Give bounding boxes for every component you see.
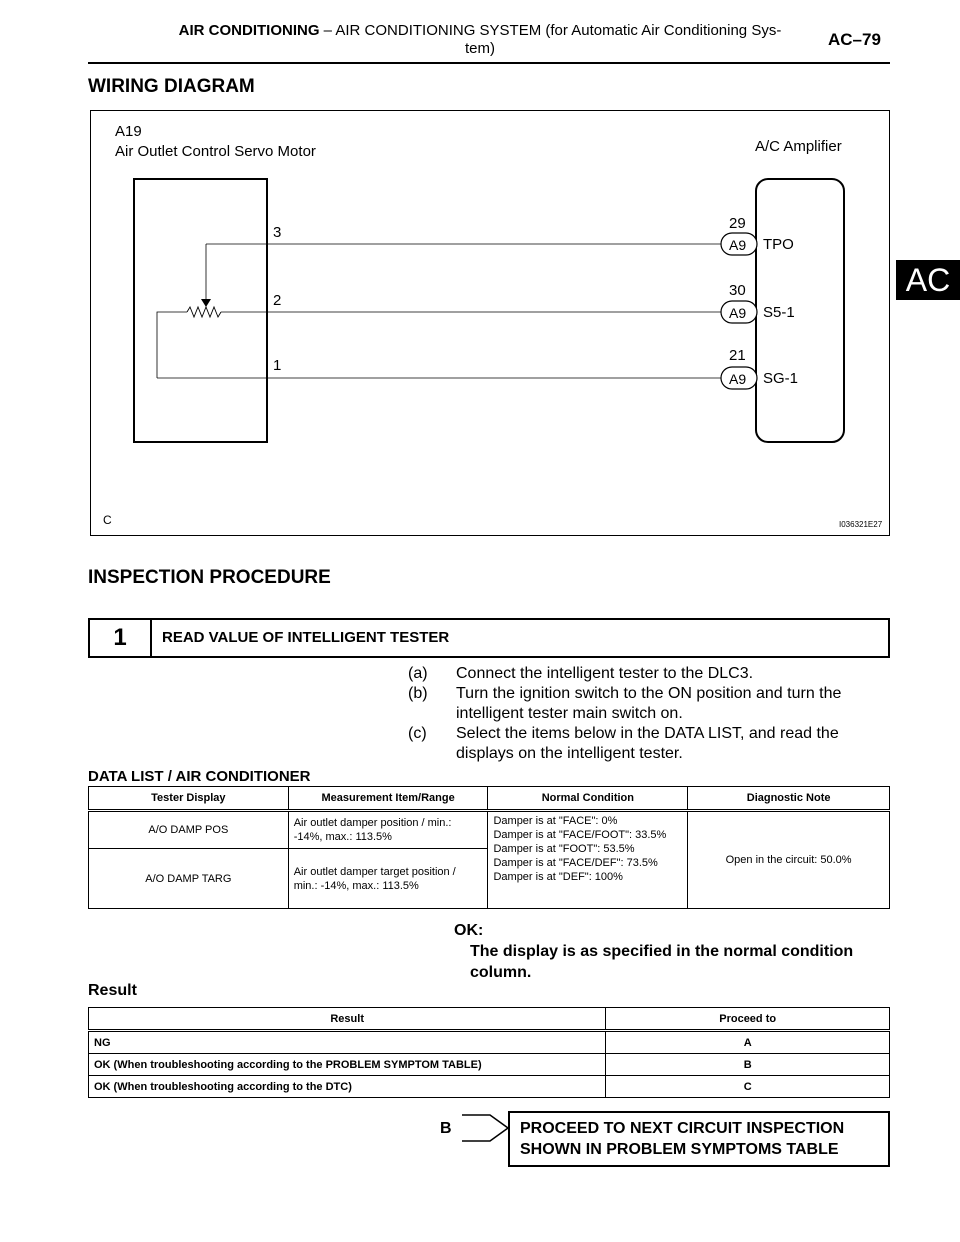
result-title: Result (88, 982, 137, 999)
header-result: Result (89, 1008, 606, 1031)
servo-motor-box (134, 179, 267, 442)
inspection-heading: INSPECTION PROCEDURE (88, 567, 331, 588)
wiring-diagram-heading: WIRING DIAGRAM (88, 76, 255, 97)
pin-29-label: 29 (729, 215, 746, 232)
connector-label-2: A9 (729, 305, 747, 321)
cell-normal-condition (488, 811, 688, 909)
pin-30-label: 30 (729, 282, 746, 299)
table-row (89, 811, 890, 849)
step-box (88, 618, 890, 658)
cell-result: NG (89, 1031, 606, 1054)
connector-label-1: A9 (729, 237, 747, 253)
resistor-ground-lead (157, 312, 187, 378)
instruction-label: (a) (408, 665, 428, 682)
diagram-image-id: I036321E27 (839, 520, 883, 529)
ac-amplifier-name: A/C Amplifier (755, 138, 842, 155)
instruction-text: Select the items below in the DATA LIST, and read the displays on the intelligent tester. (456, 725, 839, 762)
table-row (89, 1031, 890, 1054)
pin-3-label: 3 (273, 224, 282, 241)
step-number: 1 (90, 620, 152, 656)
ok-criteria (454, 920, 894, 983)
terminal-sg-1: SG-1 (763, 370, 799, 387)
normal-condition-line: Damper is at "FOOT": 53.5% (493, 843, 635, 855)
normal-condition-line: Damper is at "FACE": 0% (493, 815, 618, 827)
cell-range: Air outlet damper position / min.: -14%, max.: 113.5% (288, 811, 488, 849)
connector-label-3: A9 (729, 371, 747, 387)
header-proceed-to: Proceed to (606, 1008, 890, 1031)
page-code: AC–79 (828, 30, 881, 49)
ok-label: OK: (454, 922, 484, 939)
step-title: READ VALUE OF INTELLIGENT TESTER (162, 629, 450, 646)
pin-2-label: 2 (273, 292, 282, 309)
instruction-item (408, 724, 890, 764)
instruction-list (408, 664, 890, 764)
cell-proceed: C (606, 1076, 890, 1098)
terminal-tpo: TPO (763, 236, 794, 253)
header-section-subtitle: – AIR CONDITIONING SYSTEM (for Automatic Air Conditioning Sys- (319, 22, 782, 39)
terminal-s5-1: S5-1 (763, 304, 795, 321)
proceed-letter: B (440, 1120, 452, 1137)
pin-21-label: 21 (729, 347, 746, 364)
data-list-table (88, 786, 890, 909)
cell-result: OK (When troubleshooting according to the PROBLEM SYMPTOM TABLE) (89, 1054, 606, 1076)
cell-range: Air outlet damper target position / min.: -14%, max.: 113.5% (288, 849, 488, 909)
header-rule (88, 62, 890, 64)
cell-diagnostic-note: Open in the circuit: 50.0% (688, 811, 890, 909)
servo-motor-name: Air Outlet Control Servo Motor (115, 143, 316, 160)
cell-proceed: B (606, 1054, 890, 1076)
page-header-title (150, 22, 810, 58)
header-section-subtitle-line2: tem) (465, 40, 495, 57)
instruction-item (408, 684, 890, 724)
cell-result: OK (When troubleshooting according to the DTC) (89, 1076, 606, 1098)
cell-tester-display: A/O DAMP TARG (89, 849, 289, 909)
data-list-title: DATA LIST / AIR CONDITIONER (88, 768, 311, 785)
instruction-label: (b) (408, 685, 428, 702)
instruction-text: Connect the intelligent tester to the DLC3. (456, 665, 754, 682)
header-measurement: Measurement Item/Range (288, 787, 488, 811)
cell-tester-display: A/O DAMP POS (89, 811, 289, 849)
instruction-item (408, 664, 890, 684)
potentiometer-symbol (187, 307, 221, 317)
wiring-diagram (90, 110, 890, 536)
normal-condition-line: Damper is at "FACE/DEF": 73.5% (493, 857, 658, 869)
servo-motor-code: A19 (115, 123, 142, 140)
pin-1-label: 1 (273, 357, 282, 374)
normal-condition-line: Damper is at "FACE/FOOT": 33.5% (493, 829, 667, 841)
table-row (89, 1076, 890, 1098)
proceed-box: PROCEED TO NEXT CIRCUIT INSPECTION SHOWN IN PROBLEM SYMPTOMS TABLE (508, 1111, 890, 1167)
section-side-tab: AC (896, 260, 960, 300)
header-normal-condition: Normal Condition (488, 787, 688, 811)
table-header-row (89, 787, 890, 811)
ok-text: The display is as specified in the normal condition column. (470, 943, 854, 981)
table-header-row (89, 1008, 890, 1031)
proceed-arrow-icon (462, 1108, 510, 1144)
cell-proceed: A (606, 1031, 890, 1054)
diagram-corner-label: C (103, 513, 112, 527)
table-row (89, 1054, 890, 1076)
header-tester-display: Tester Display (89, 787, 289, 811)
instruction-label: (c) (408, 725, 427, 742)
header-section-name: AIR CONDITIONING (178, 22, 320, 39)
result-table (88, 1007, 890, 1098)
header-diagnostic-note: Diagnostic Note (688, 787, 890, 811)
normal-condition-line: Damper is at "DEF": 100% (493, 871, 623, 883)
instruction-text: Turn the ignition switch to the ON position and turn the intelligent tester main switch on. (456, 685, 842, 722)
